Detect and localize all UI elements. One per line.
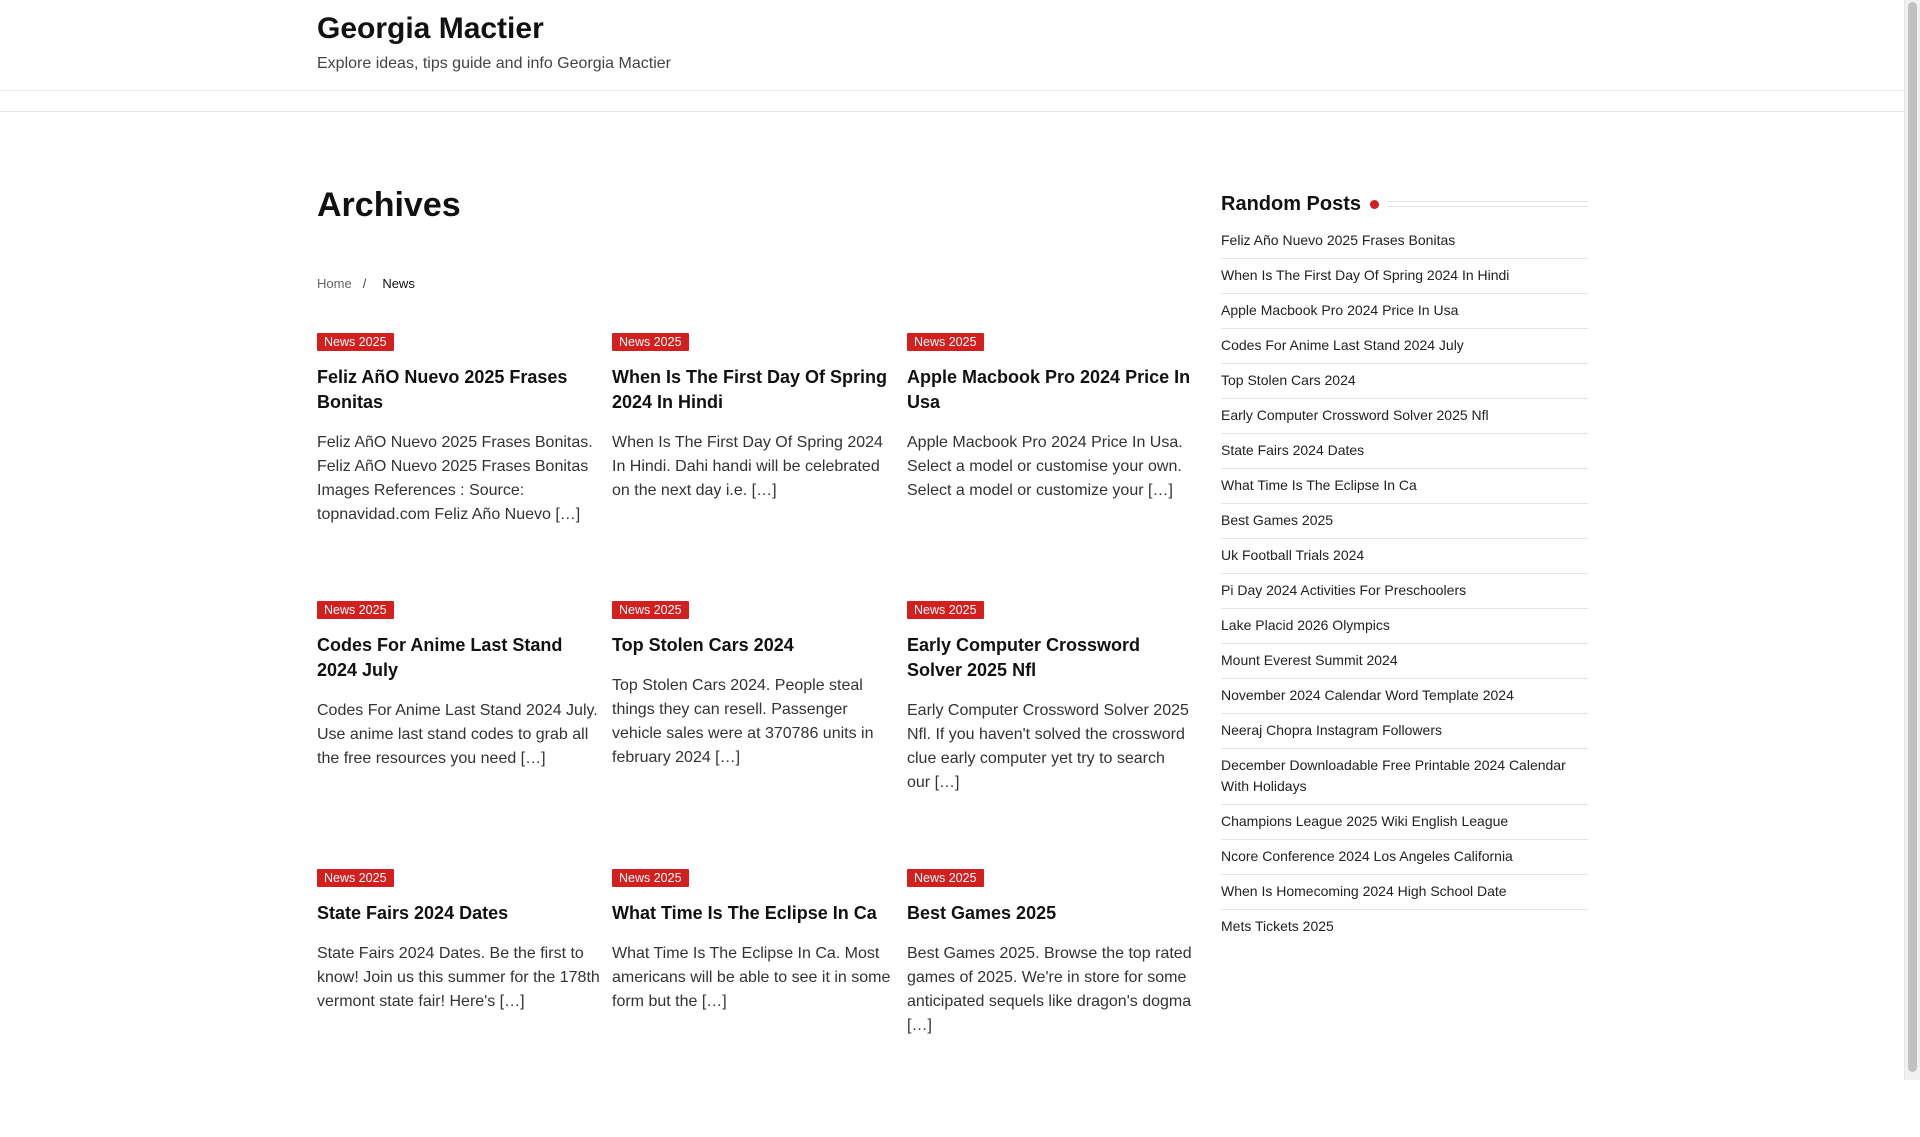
sidebar xyxy=(1221,192,1588,944)
site-tagline: Explore ideas, tips guide and info Georgia Mactier xyxy=(317,55,671,72)
random-post-item xyxy=(1221,539,1588,574)
random-post-link[interactable]: December Downloadable Free Printable 2024 Calendar With Holidays xyxy=(1221,757,1566,794)
random-post-item xyxy=(1221,329,1588,364)
random-post-link[interactable]: Champions League 2025 Wiki English League xyxy=(1221,813,1509,829)
random-posts-header xyxy=(1221,192,1588,216)
post-card xyxy=(612,601,897,869)
category-badge[interactable]: News 2025 xyxy=(612,333,689,351)
random-post-link[interactable]: Best Games 2025 xyxy=(1221,512,1334,528)
random-post-item xyxy=(1221,259,1588,294)
post-card xyxy=(317,601,602,869)
post-card xyxy=(907,601,1192,869)
site-header xyxy=(0,0,1905,91)
header-divider xyxy=(0,111,1905,112)
post-card xyxy=(907,869,1192,1137)
random-post-link[interactable]: Top Stolen Cars 2024 xyxy=(1221,372,1356,388)
category-badge[interactable]: News 2025 xyxy=(612,869,689,887)
random-post-item xyxy=(1221,399,1588,434)
random-post-item xyxy=(1221,805,1588,840)
random-post-item xyxy=(1221,910,1588,944)
post-excerpt: State Fairs 2024 Dates. Be the first to know! Join us this summer for the 178th vermont state fair! Here's […] xyxy=(317,945,600,1010)
random-post-link[interactable]: Feliz Año Nuevo 2025 Frases Bonitas xyxy=(1221,232,1456,248)
page-title: Archives xyxy=(317,186,461,224)
post-title-link[interactable]: Early Computer Crossword Solver 2025 Nfl xyxy=(907,635,1141,680)
post-title-link[interactable]: Apple Macbook Pro 2024 Price In Usa xyxy=(907,367,1191,412)
post-title xyxy=(612,365,897,415)
post-title xyxy=(907,633,1192,683)
post-title xyxy=(612,901,897,926)
random-post-item xyxy=(1221,434,1588,469)
post-title-link[interactable]: When Is The First Day Of Spring 2024 In Hindi xyxy=(612,367,888,412)
post-excerpt: Top Stolen Cars 2024. People steal things they can resell. Passenger vehicle sales were at 370786 units in february 2024 […] xyxy=(612,677,874,766)
site-title-link[interactable]: Georgia Mactier xyxy=(317,12,544,45)
random-post-link[interactable]: What Time Is The Eclipse In Ca xyxy=(1221,477,1417,493)
post-title-link[interactable]: Best Games 2025 xyxy=(907,903,1057,923)
post-card xyxy=(612,869,897,1137)
random-post-item xyxy=(1221,644,1588,679)
random-post-item xyxy=(1221,294,1588,329)
category-badge[interactable]: News 2025 xyxy=(907,869,984,887)
random-post-link[interactable]: Lake Placid 2026 Olympics xyxy=(1221,617,1390,633)
random-post-link[interactable]: Neeraj Chopra Instagram Followers xyxy=(1221,722,1442,738)
post-title xyxy=(317,901,602,926)
random-post-item xyxy=(1221,574,1588,609)
post-card xyxy=(317,333,602,601)
category-badge[interactable]: News 2025 xyxy=(317,869,394,887)
post-excerpt: Early Computer Crossword Solver 2025 Nfl. If you haven't solved the crossword clue early computer yet try to search our […] xyxy=(907,702,1189,791)
random-post-link[interactable]: Early Computer Crossword Solver 2025 Nfl xyxy=(1221,407,1489,423)
random-post-link[interactable]: Apple Macbook Pro 2024 Price In Usa xyxy=(1221,302,1459,318)
random-post-link[interactable]: Ncore Conference 2024 Los Angeles California xyxy=(1221,848,1513,864)
random-post-item xyxy=(1221,364,1588,399)
post-title xyxy=(317,365,602,415)
random-post-item xyxy=(1221,609,1588,644)
random-post-item xyxy=(1221,469,1588,504)
random-post-link[interactable]: State Fairs 2024 Dates xyxy=(1221,442,1365,458)
post-title-link[interactable]: State Fairs 2024 Dates xyxy=(317,903,509,923)
category-badge[interactable]: News 2025 xyxy=(907,333,984,351)
category-badge[interactable]: News 2025 xyxy=(907,601,984,619)
category-badge[interactable]: News 2025 xyxy=(612,601,689,619)
post-excerpt: Apple Macbook Pro 2024 Price In Usa. Select a model or customise your own. Select a model or customize your […] xyxy=(907,434,1183,499)
breadcrumb-home-link[interactable]: Home xyxy=(317,276,352,291)
post-card xyxy=(317,869,602,1137)
scrollbar-thumb[interactable] xyxy=(1908,2,1917,1072)
random-post-item xyxy=(1221,679,1588,714)
random-post-link[interactable]: Codes For Anime Last Stand 2024 July xyxy=(1221,337,1464,353)
breadcrumb xyxy=(317,276,415,291)
random-posts-title: Random Posts xyxy=(1221,192,1362,215)
random-post-link[interactable]: When Is The First Day Of Spring 2024 In Hindi xyxy=(1221,267,1510,283)
post-card xyxy=(612,333,897,601)
random-post-item xyxy=(1221,840,1588,875)
random-post-item xyxy=(1221,714,1588,749)
posts-grid xyxy=(317,333,1197,1137)
random-post-link[interactable]: November 2024 Calendar Word Template 2024 xyxy=(1221,687,1514,703)
post-title xyxy=(907,901,1192,926)
post-title xyxy=(317,633,602,683)
random-post-link[interactable]: When Is Homecoming 2024 High School Date xyxy=(1221,883,1507,899)
random-post-link[interactable]: Mount Everest Summit 2024 xyxy=(1221,652,1398,668)
category-badge[interactable]: News 2025 xyxy=(317,333,394,351)
post-excerpt: Best Games 2025. Browse the top rated games of 2025. We're in store for some anticipated sequels like dragon's dogma […] xyxy=(907,945,1192,1034)
random-post-item xyxy=(1221,504,1588,539)
vertical-scrollbar[interactable] xyxy=(1904,0,1920,1080)
random-post-item xyxy=(1221,875,1588,910)
random-post-link[interactable]: Mets Tickets 2025 xyxy=(1221,918,1334,934)
post-card xyxy=(907,333,1192,601)
post-excerpt: Codes For Anime Last Stand 2024 July. Use anime last stand codes to grab all the free resources you need […] xyxy=(317,702,598,767)
post-excerpt: What Time Is The Eclipse In Ca. Most americans will be able to see it in some form but the […] xyxy=(612,945,891,1010)
random-posts-list xyxy=(1221,224,1588,944)
breadcrumb-current: News xyxy=(382,276,415,291)
random-post-link[interactable]: Uk Football Trials 2024 xyxy=(1221,547,1365,563)
widget-title-rule xyxy=(1387,201,1588,207)
post-excerpt: When Is The First Day Of Spring 2024 In Hindi. Dahi handi will be celebrated on the next day i.e. […] xyxy=(612,434,883,499)
random-post-item xyxy=(1221,224,1588,259)
category-badge[interactable]: News 2025 xyxy=(317,601,394,619)
post-title xyxy=(907,365,1192,415)
post-title-link[interactable]: Codes For Anime Last Stand 2024 July xyxy=(317,635,563,680)
post-title xyxy=(612,633,897,658)
post-title-link[interactable]: Feliz AñO Nuevo 2025 Frases Bonitas xyxy=(317,367,568,412)
random-post-link[interactable]: Pi Day 2024 Activities For Preschoolers xyxy=(1221,582,1467,598)
post-title-link[interactable]: Top Stolen Cars 2024 xyxy=(612,635,794,655)
post-excerpt: Feliz AñO Nuevo 2025 Frases Bonitas. Feliz AñO Nuevo 2025 Frases Bonitas Images References : Source: topnavidad.com Feliz Año Nuevo […] xyxy=(317,434,593,523)
breadcrumb-separator: / xyxy=(362,276,367,291)
post-title-link[interactable]: What Time Is The Eclipse In Ca xyxy=(612,903,877,923)
red-dot-icon xyxy=(1370,200,1379,209)
random-post-item xyxy=(1221,749,1588,805)
